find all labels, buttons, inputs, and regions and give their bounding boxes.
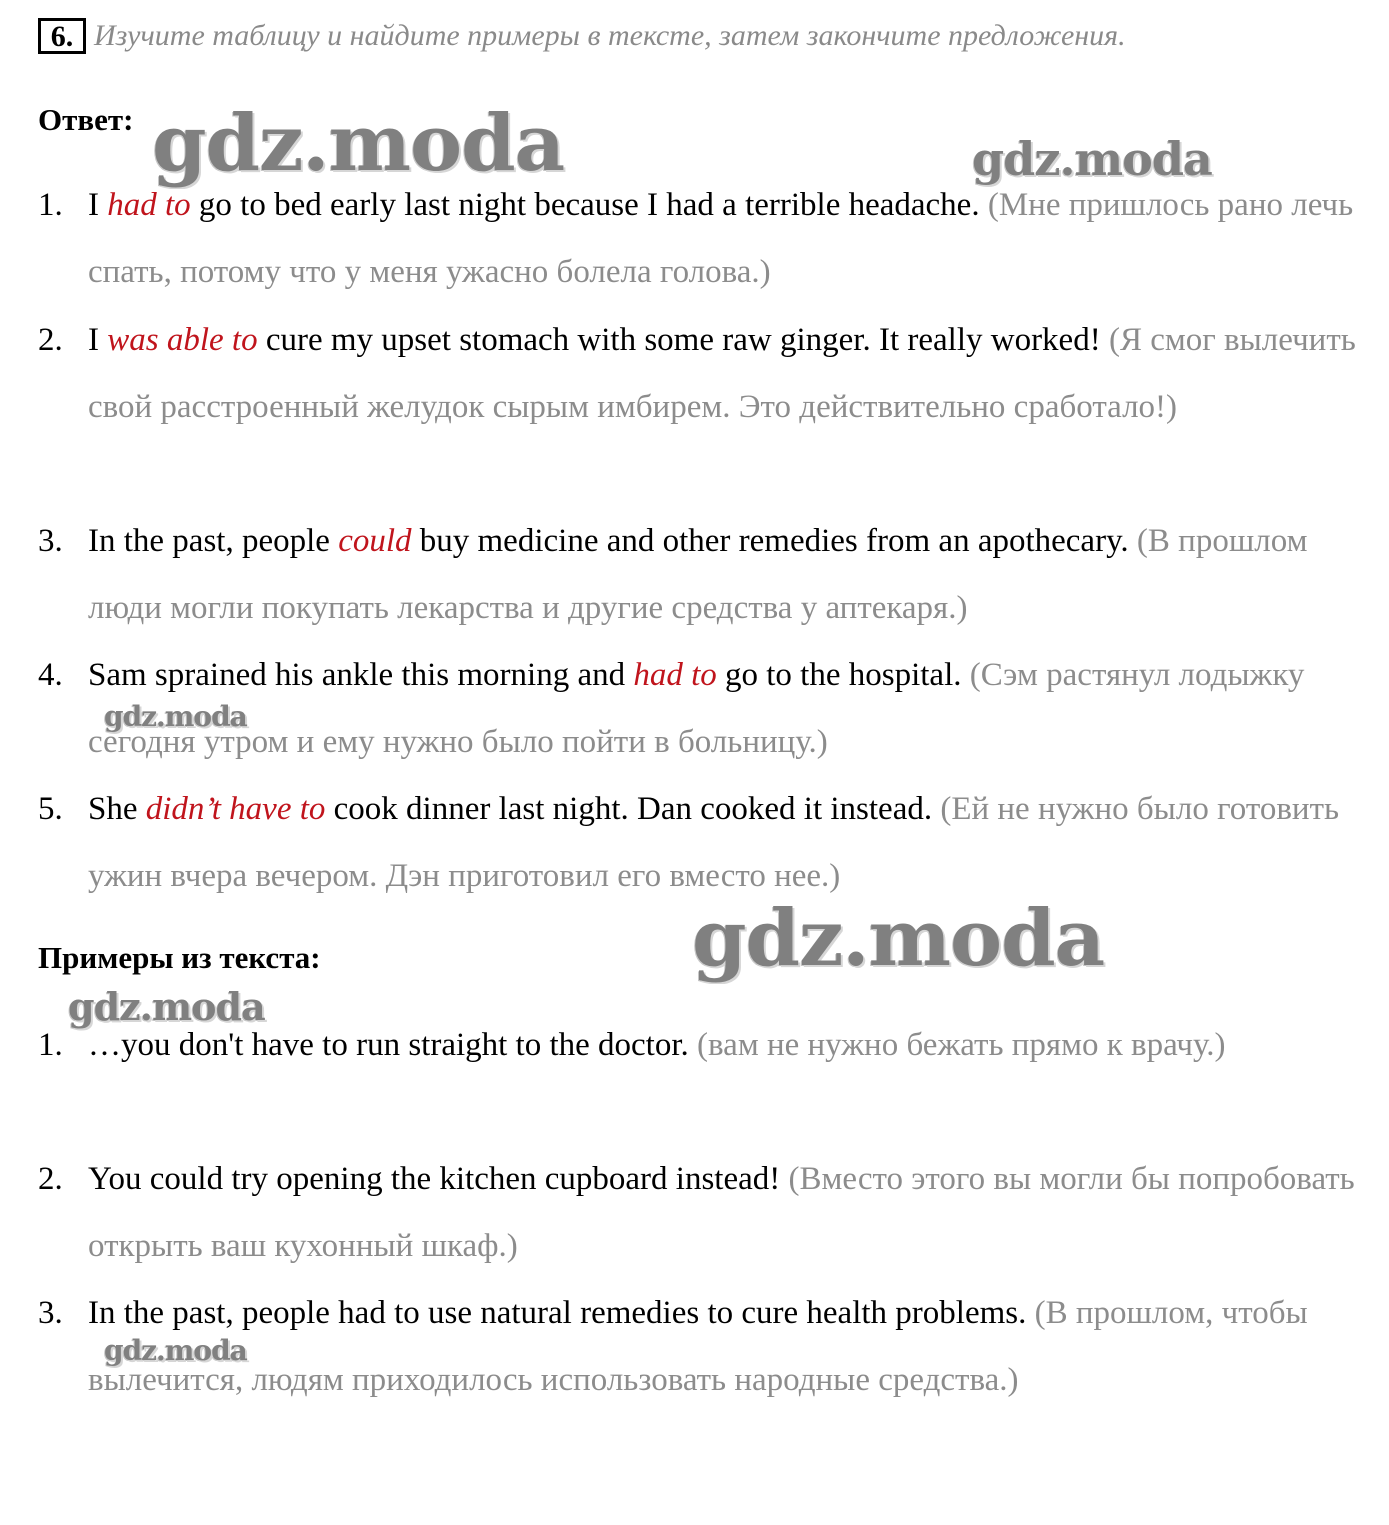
item-number: 4. <box>38 657 63 693</box>
answer-after: go to bed early last night because I had a terrible headache. <box>190 187 988 223</box>
answer-after: go to the hospital. <box>716 657 970 693</box>
answer-translation: (Я смог вылечить свой расстроенный желудок сырым имбирем. Это действительно сработало!) <box>88 322 1356 425</box>
example-text <box>88 1146 1378 1280</box>
task-instruction: Изучите таблицу и найдите примеры в тексте, затем закончите предложения. <box>94 19 1126 52</box>
answer-before: I <box>88 322 108 358</box>
example-text <box>88 1012 1378 1079</box>
answer-after: buy medicine and other remedies from an apothecary. <box>411 523 1137 559</box>
answer-heading: Ответ: <box>38 102 134 137</box>
item-number: 1. <box>38 187 63 223</box>
answer-text <box>88 172 1378 306</box>
example-sentence: You could try opening the kitchen cupboard instead! <box>88 1161 789 1197</box>
answer-translation: (В прошлом люди могли покупать лекарства и другие средства у аптекаря.) <box>88 523 1308 626</box>
watermark-logo: gdz.moda <box>68 984 265 1029</box>
answer-item <box>38 642 1378 776</box>
answer-item <box>38 172 1378 306</box>
answer-after: cure my upset stomach with some raw ginger. It really worked! <box>257 322 1109 358</box>
example-item <box>38 1146 1378 1280</box>
example-translation: (В прошлом, чтобы вылечится, людям приходилось использовать народные средства.) <box>88 1295 1308 1398</box>
watermark-logo: gdz.moda <box>692 893 1105 984</box>
item-number: 3. <box>38 523 63 559</box>
example-item <box>38 1280 1378 1414</box>
answer-before: I <box>88 187 108 223</box>
answer-text <box>88 307 1378 441</box>
task-header <box>38 18 1126 54</box>
example-sentence: …you don't have to run straight to the doctor. <box>88 1027 698 1063</box>
answer-key-phrase: was able to <box>107 322 258 358</box>
answer-key-phrase: didn’t have to <box>145 791 326 827</box>
answer-after: cook dinner last night. Dan cooked it instead. <box>325 791 941 827</box>
watermark-logo: gdz.moda <box>972 132 1212 186</box>
example-text <box>88 1280 1378 1414</box>
item-number: 2. <box>38 1161 63 1197</box>
item-number: 1. <box>38 1027 63 1063</box>
answer-before: Sam sprained his ankle this morning and <box>88 657 634 693</box>
answer-text <box>88 776 1378 910</box>
answer-item <box>38 776 1378 910</box>
item-number: 5. <box>38 791 63 827</box>
answer-key-phrase: could <box>338 523 412 559</box>
answer-translation: (Ей не нужно было готовить ужин вчера вечером. Дэн приготовил его вместо нее.) <box>88 791 1340 894</box>
answer-text <box>88 508 1378 642</box>
item-number: 3. <box>38 1295 63 1331</box>
examples-heading: Примеры из текста: <box>38 940 321 975</box>
task-number: 6. <box>38 18 86 54</box>
watermark-logo: gdz.moda <box>152 98 565 189</box>
example-item <box>38 1012 1378 1079</box>
answer-before: In the past, people <box>88 523 339 559</box>
answer-text <box>88 642 1378 776</box>
answer-item <box>38 508 1378 642</box>
answer-before: She <box>88 791 146 827</box>
example-translation: (Вместо этого вы могли бы попробовать открыть ваш кухонный шкаф.) <box>88 1161 1355 1264</box>
answer-item <box>38 307 1378 441</box>
item-number: 2. <box>38 322 63 358</box>
answer-key-phrase: had to <box>107 187 191 223</box>
answer-translation: (Сэм растянул лодыжку сегодня утром и ему нужно было пойти в больницу.) <box>88 657 1305 760</box>
answer-key-phrase: had to <box>633 657 717 693</box>
example-translation: (вам не нужно бежать прямо к врачу.) <box>697 1027 1226 1063</box>
watermark-logo: gdz.moda <box>104 1334 247 1367</box>
example-sentence: In the past, people had to use natural remedies to cure health problems. <box>88 1295 1035 1331</box>
answer-translation: (Мне пришлось рано лечь спать, потому что у меня ужасно болела голова.) <box>88 187 1354 290</box>
watermark-logo: gdz.moda <box>104 700 247 733</box>
